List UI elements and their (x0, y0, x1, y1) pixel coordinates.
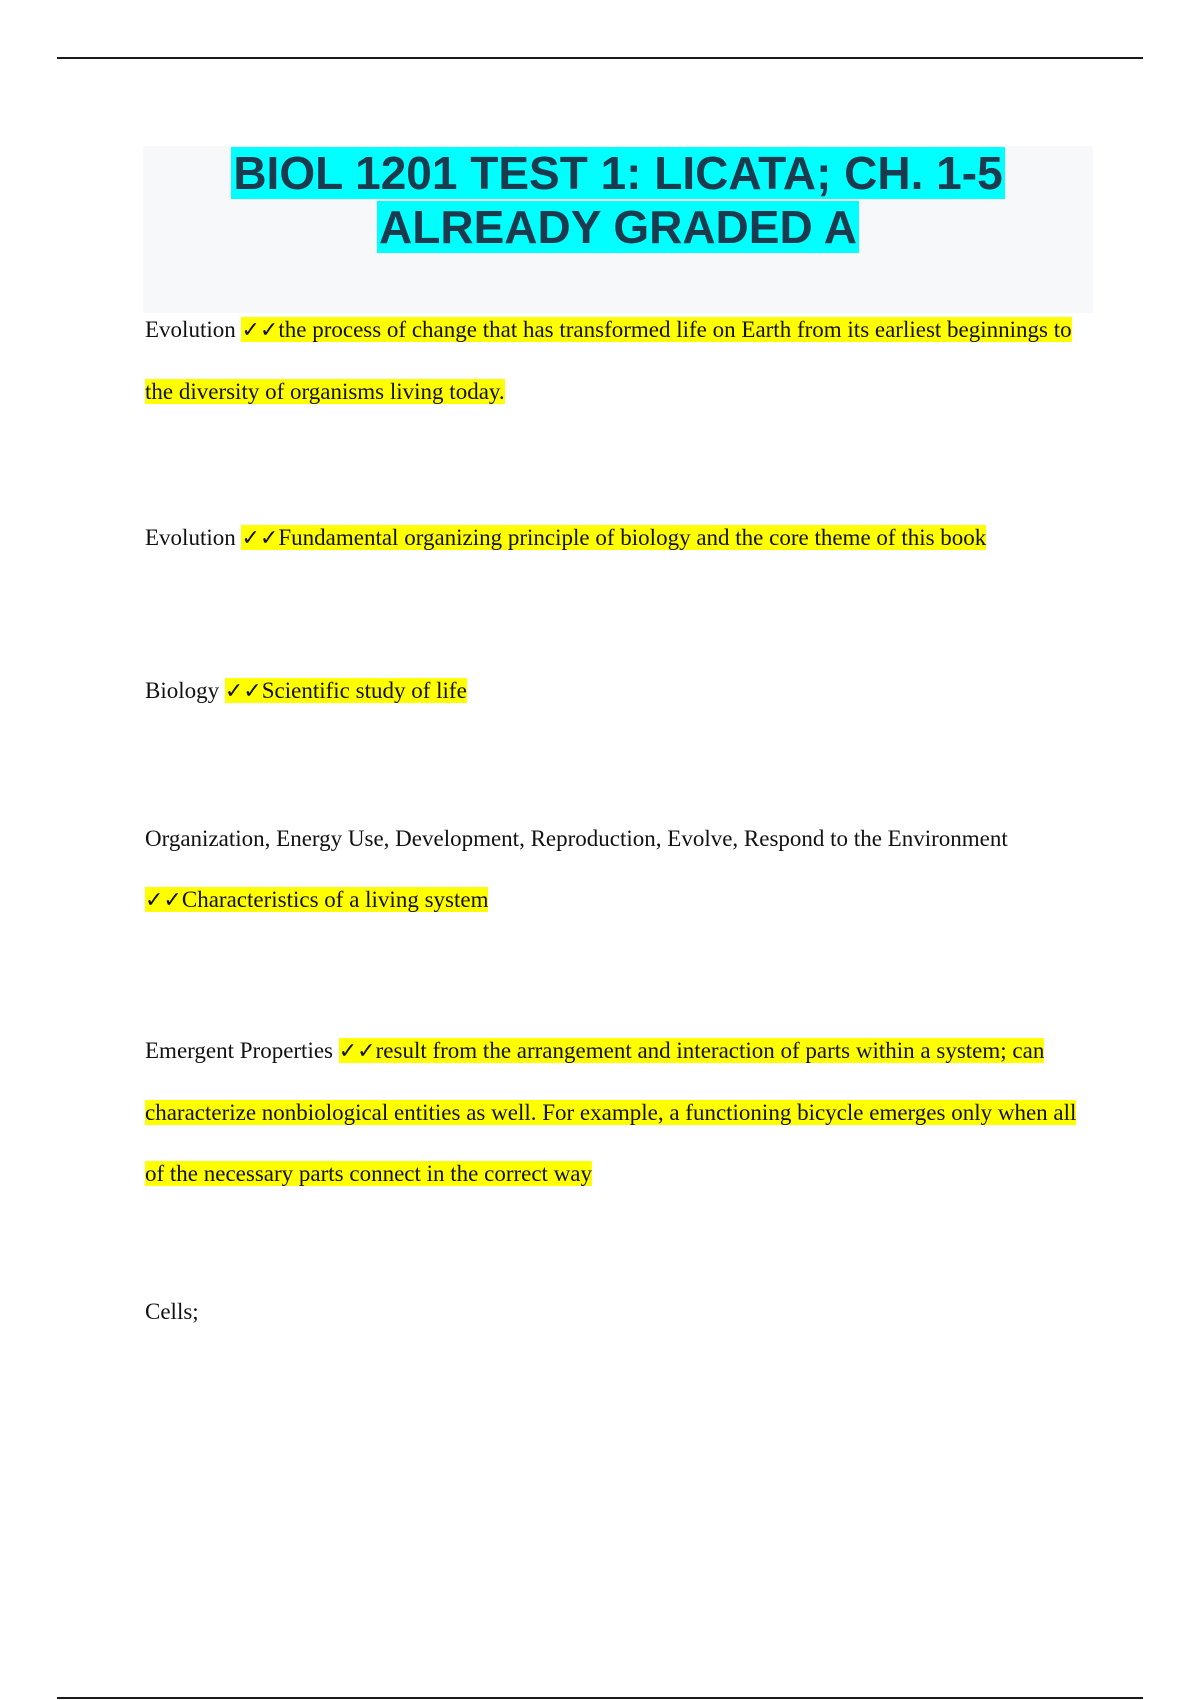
entry-emergent-properties (145, 1020, 1085, 1204)
bottom-rule (57, 1697, 1143, 1699)
check-mark-icon: ✓✓ (241, 526, 279, 551)
entry-definition: ✓✓result from the arrangement and interaction of parts within a system; can characterize nonbiological entities as well. For example, a functioning bicycle emerges only when all of the necessary parts connect in the correct way (145, 1038, 1077, 1186)
title-line-2: ALREADY GRADED A (379, 201, 857, 253)
document-title (143, 146, 1093, 254)
entry-definition: ✓✓the process of change that has transformed life on Earth from its earliest beginnings to the diversity of organisms living today. (145, 317, 1072, 404)
entry-definition: ✓✓Characteristics of a living system (145, 887, 489, 913)
entry-evolution-1 (145, 299, 1085, 422)
entry-term: Cells; (145, 1299, 199, 1324)
entry-term: Evolution (145, 317, 236, 342)
entry-characteristics (145, 808, 1085, 931)
entry-term: Emergent Properties (145, 1038, 333, 1063)
entry-term: Evolution (145, 525, 236, 550)
entry-term: Organization, Energy Use, Development, Reproduction, Evolve, Respond to the Environment (145, 826, 1008, 851)
entry-definition: ✓✓Scientific study of life (224, 678, 467, 704)
check-mark-icon: ✓✓ (224, 679, 262, 704)
top-rule (57, 57, 1143, 59)
entry-biology (145, 660, 1085, 722)
entry-cells (145, 1281, 1085, 1342)
entry-evolution-2 (145, 507, 1085, 569)
check-mark-icon: ✓✓ (145, 888, 182, 913)
check-mark-icon: ✓✓ (241, 318, 279, 343)
check-mark-icon: ✓✓ (338, 1039, 376, 1064)
entry-term: Biology (145, 678, 220, 703)
entry-definition: ✓✓Fundamental organizing principle of biology and the core theme of this book (241, 525, 987, 551)
title-line-1: BIOL 1201 TEST 1: LICATA; CH. 1-5 (233, 147, 1003, 199)
